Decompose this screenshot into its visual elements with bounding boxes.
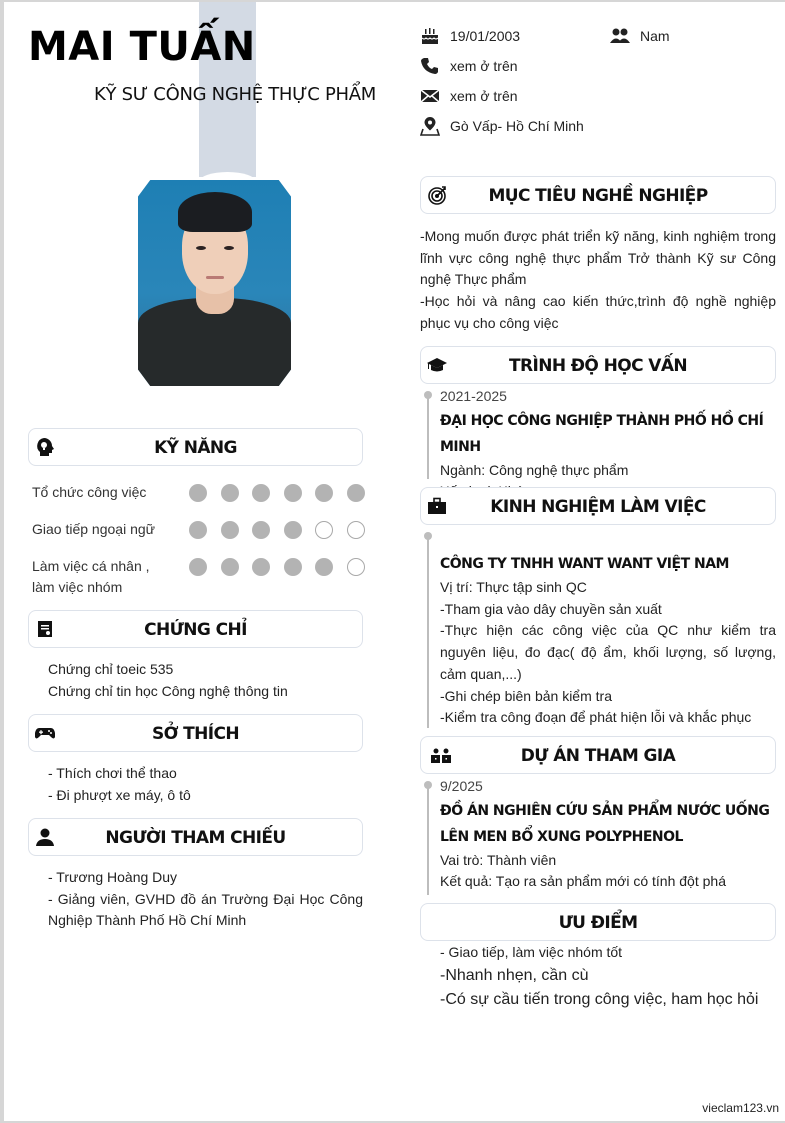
objective-line: -Học hỏi và nâng cao kiến thức,trình độ nghề nghiệp phục vụ cho công việc [420,293,776,331]
skills-header [28,428,363,466]
project-result: Kết quả: Tạo ra sản phẩm mới có tính đột phá [440,873,726,890]
list-item: - Giảng viên, GVHD đồ án Trường Đại Học Công Nghiệp Thành Phố Hồ Chí Minh [48,890,363,929]
users-icon [610,26,630,46]
profile-photo [138,180,291,386]
education-title: TRÌNH ĐỘ HỌC VẤN [508,356,687,376]
objective-header [420,176,776,214]
birthday-row [420,26,520,46]
education-major: Ngành: Công nghệ thực phẩm [440,461,629,478]
projects-header [420,736,776,774]
strengths-list [440,942,780,1012]
project-period: 9/2025 [440,778,483,794]
objective-line: -Mong muốn được phát triển kỹ năng, kinh nghiệm trong lĩnh vực công nghệ thực phẩm Trở thành Kỹ sư Công nghệ Thực phẩm [420,228,776,288]
skill-rating [189,521,365,539]
skill-rating [189,558,365,576]
gender-value: Nam [640,28,670,44]
experience-duty: -Thực hiện các công việc của QC như kiểm tra nguyên liệu, đo đạc( độ ẩm, khối lượng, số lượng, cảm quan,...) [440,622,776,682]
list-item: Chứng chỉ toeic 535 [48,661,174,677]
candidate-title: KỸ SƯ CÔNG NGHỆ THỰC PHẨM [94,84,377,105]
project-entry [440,776,780,893]
hobbies-header [28,714,363,752]
experience-duty: -Tham gia vào dây chuyền sản xuất [440,600,662,617]
hobbies-list [48,763,358,806]
candidate-name: MAI TUẤN [28,24,256,70]
timeline-line [427,536,429,728]
phone-icon [420,56,440,76]
experience-title: KINH NGHIỆM LÀM VIỆC [490,497,706,517]
skill-label: Giao tiếp ngoại ngữ [32,521,156,537]
list-item: Chứng chỉ tin học Công nghệ thông tin [48,682,288,699]
experience-header [420,487,776,525]
education-period: 2021-2025 [440,388,507,404]
education-school: ĐẠI HỌC CÔNG NGHIỆP THÀNH PHỐ HỒ CHÍ MINH [440,412,764,455]
skills-title: KỸ NĂNG [154,438,237,458]
objective-text [420,226,776,335]
cv-page [4,2,785,1121]
skill-rating [189,484,365,502]
references-title: NGƯỜI THAM CHIẾU [105,828,286,848]
list-item: - Trương Hoàng Duy [48,869,178,885]
email-row [420,86,518,106]
address-row [420,116,584,136]
watermark: vieclam123.vn [702,1101,779,1115]
birthday-cake-icon [420,26,440,46]
certificates-header [28,610,363,648]
education-header [420,346,776,384]
certificates-list [48,659,358,702]
experience-duty: -Ghi chép biên bản kiểm tra [440,687,612,704]
certificates-title: CHỨNG CHỈ [144,620,247,640]
list-item: - Giao tiếp, làm việc nhóm tốt [440,944,623,960]
experience-company: CÔNG TY TNHH WANT WANT VIỆT NAM [440,556,729,572]
list-item: -Có sự cầu tiến trong công việc, ham học hỏi [440,990,759,1008]
strengths-title: ƯU ĐIỂM [558,913,638,933]
experience-entry [440,551,776,729]
strengths-header [420,903,776,941]
references-list [48,867,363,932]
project-role: Vai trò: Thành viên [440,851,557,868]
phone-row [420,56,518,76]
experience-position: Vị trí: Thực tập sinh QC [440,579,587,595]
phone-value: xem ở trên [450,58,518,74]
skill-label: Tổ chức công việc [32,484,147,500]
references-header [28,818,363,856]
gender-row [610,26,670,46]
address-value: Gò Vấp- Hồ Chí Minh [450,118,584,134]
map-pin-icon [420,116,440,136]
skill-label: Làm việc cá nhân , làm việc nhóm [32,558,150,595]
timeline-line [427,785,429,895]
hobbies-title: SỞ THÍCH [151,724,240,744]
experience-duty: -Kiểm tra công đoạn để phát hiện lỗi và khắc phục [440,709,752,726]
education-entry [440,386,780,503]
projects-title: DỰ ÁN THAM GIA [520,746,676,766]
birthday-value: 19/01/2003 [450,28,521,44]
list-item: - Thích chơi thể thao [48,765,177,781]
project-name: ĐỒ ÁN NGHIÊN CỨU SẢN PHẨM NƯỚC UỐNG LÊN MEN BỔ XUNG POLYPHENOL [440,802,770,845]
envelope-icon [420,86,440,106]
objective-title: MỤC TIÊU NGHỀ NGHIỆP [488,186,708,206]
email-value: xem ở trên [450,88,518,104]
list-item: -Nhanh nhẹn, cần cù [440,966,589,984]
timeline-line [427,395,429,479]
list-item: - Đi phượt xe máy, ô tô [48,786,191,803]
